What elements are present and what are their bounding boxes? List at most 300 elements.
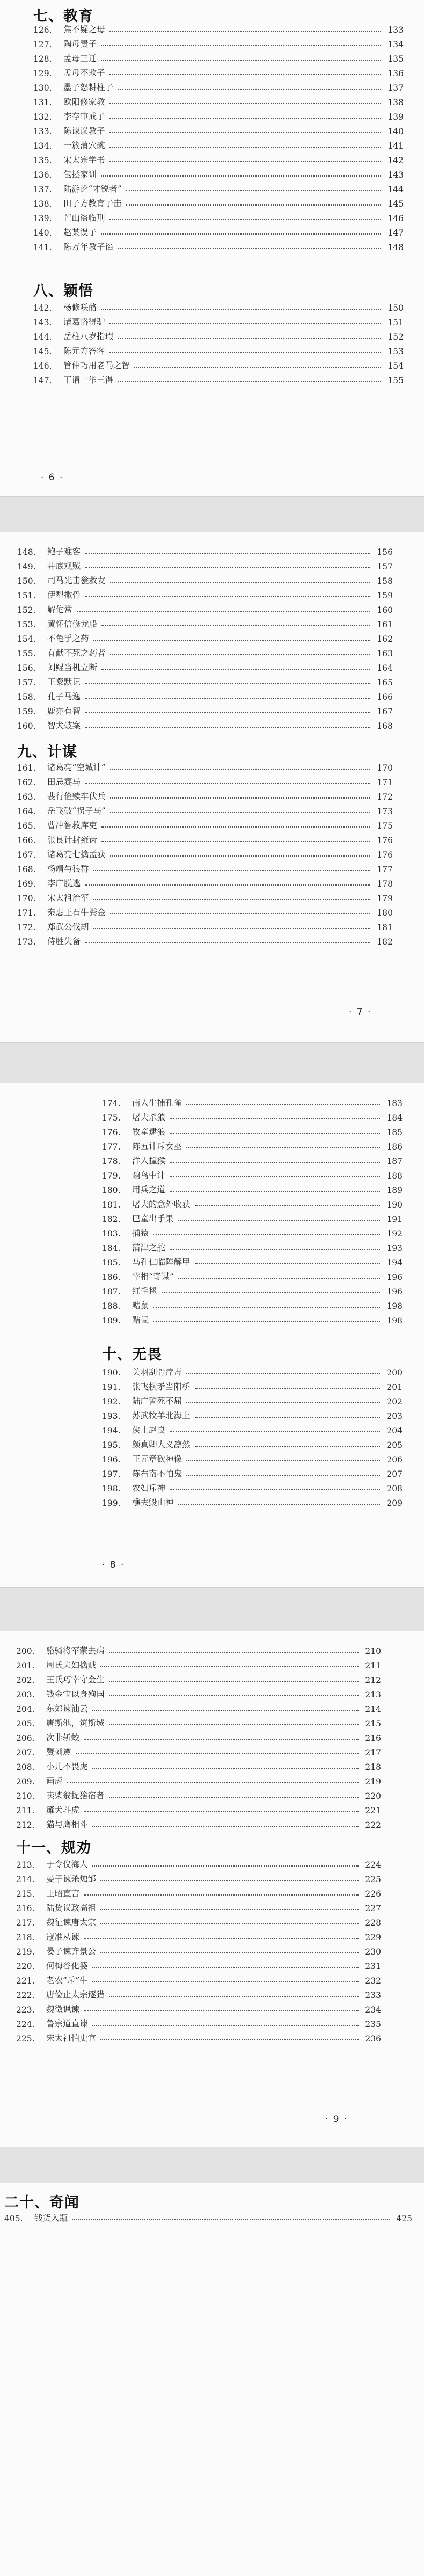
page-number: · 8 · [102,1560,125,1570]
entry-page-number: 134 [388,40,404,49]
entry-list [102,1363,403,1508]
toc-entry [102,1137,403,1152]
entry-title: 秦惠王石牛粪金 [47,908,106,917]
entry-page-number: 140 [388,127,404,136]
entry-title: 陈谏议教子 [63,126,105,136]
dot-leader [110,913,370,914]
dot-leader [84,2010,359,2011]
entry-page-number: 176 [377,850,393,860]
entry-page-number: 234 [365,2005,381,2015]
toc-entry [17,831,393,845]
entry-number: 199. [102,1498,121,1508]
dot-leader [100,1923,359,1924]
entry-number: 161. [17,763,36,773]
dot-leader [170,1489,380,1490]
entry-page-number: 160 [377,605,393,615]
entry-number: 128. [33,54,52,64]
entry-title: 小儿不畏虎 [46,1762,88,1772]
dot-leader [195,1417,380,1418]
entry-number: 220. [16,1962,35,1971]
entry-title: 晏子谏杀烛邹 [46,1874,97,1884]
dot-leader [84,1739,359,1740]
entry-number: 165. [17,821,36,831]
entry-title: 田忌赛马 [47,777,81,787]
toc-entry [16,1986,381,2000]
toc-entry [102,1166,403,1181]
dot-leader [101,175,381,177]
entry-page-number: 150 [388,303,404,313]
entry-title: 孟母三迁 [63,54,97,63]
entry-number: 160. [17,721,36,731]
entry-title: 宋太祖治军 [47,893,89,903]
dot-leader [170,1176,380,1177]
dot-leader [109,219,381,220]
entry-title: 不龟手之药 [47,634,89,643]
entry-list [33,298,404,385]
toc-entry [16,1870,381,1884]
entry-number: 212. [16,1820,35,1830]
toc-entry [16,1685,381,1700]
dot-leader [76,1753,359,1754]
entry-title: 赞刘遵 [46,1747,71,1757]
entry-number: 190. [102,1368,121,1378]
entry-number: 172. [17,923,36,932]
toc-entry [102,1108,403,1123]
entry-page-number: 209 [386,1498,403,1508]
toc-entry [17,644,393,658]
entry-page-number: 201 [386,1382,403,1392]
toc-entry [17,860,393,874]
toc-entry [33,180,404,194]
toc-entry [16,1772,381,1787]
entry-page-number: 171 [377,778,393,787]
entry-number: 194. [102,1426,121,1436]
entry-number: 201. [16,1661,35,1671]
entry-number: 210. [16,1791,35,1801]
entry-page-number: 136 [388,69,404,78]
entry-title: 刘鲲当机立断 [47,663,98,672]
dot-leader [110,797,370,799]
toc-entry [17,630,393,644]
toc-entry [33,298,404,313]
entry-number: 166. [17,836,36,845]
entry-title: 侠士赵良 [132,1425,166,1435]
entry-title: 魏徵讽谏 [46,2004,80,2014]
dot-leader [92,1826,359,1827]
entry-title: 欧阳修家教 [63,97,105,107]
entry-page-number: 145 [388,199,404,209]
entry-number: 144. [33,332,52,342]
entry-title: 有献不死之药者 [47,648,106,658]
entry-page-number: 153 [388,347,404,356]
entry-page-number: 163 [377,649,393,658]
entry-number: 141. [33,243,52,252]
entry-page-number: 186 [386,1142,403,1152]
toc-entry [16,2029,381,2044]
dot-leader [110,582,370,583]
entry-page-number: 165 [377,678,393,687]
toc-entry [102,1253,403,1268]
dot-leader [109,161,381,162]
entry-title: 陈五计斥女巫 [132,1141,182,1151]
toc-entry [102,1282,403,1297]
entry-page-number: 193 [386,1243,403,1253]
entry-title: 诸葛恪得驴 [63,317,105,327]
toc-entry [33,313,404,327]
entry-page-number: 232 [365,1976,381,1986]
entry-number: 211. [16,1806,35,1816]
section-title-insight: 八、颖悟 [33,283,93,299]
toc-entry [33,78,404,93]
entry-title: 陈元方答客 [63,346,105,356]
entry-number: 203. [16,1690,35,1700]
toc-entry [102,1210,403,1224]
dot-leader [170,1249,380,1250]
entry-number: 170. [17,894,36,903]
entry-title: 李存审戒子 [63,112,105,121]
toc-entry [17,702,393,716]
dot-leader [195,1446,380,1447]
entry-title: 杨靖与狼群 [47,864,89,874]
entry-number: 129. [33,69,52,78]
toc-entry [17,932,393,947]
entry-title: 王昭直言 [46,1889,80,1898]
entry-list [17,758,393,947]
entry-page-number: 210 [365,1646,381,1656]
entry-title: 裴行俭赎车伏兵 [47,792,106,801]
dot-leader [186,1475,380,1476]
toc-entry [16,1913,381,1928]
dot-leader [109,147,381,148]
entry-number: 134. [33,141,52,151]
entry-number: 136. [33,170,52,180]
dot-leader [100,1909,359,1910]
entry-title: 苏武牧羊北海上 [132,1411,191,1421]
entry-number: 206. [16,1733,35,1743]
entry-page-number: 148 [388,243,404,252]
entry-page-number: 133 [388,25,404,35]
dot-leader [134,367,381,368]
entry-page-number: 202 [386,1397,403,1407]
dot-leader [85,567,370,568]
entry-page-number: 168 [377,721,393,731]
dot-leader [153,1321,380,1322]
entry-number: 200. [16,1646,35,1656]
entry-number: 214. [16,1875,35,1884]
entry-title: 岳飞破“拐子马” [47,806,106,816]
entry-page-number: 231 [365,1962,381,1971]
dot-leader [93,870,370,871]
entry-page-number: 172 [377,792,393,802]
entry-number: 151. [17,591,36,601]
toc-entry [102,1407,403,1421]
entry-number: 149. [17,562,36,572]
entry-number: 146. [33,361,52,371]
toc-entry [102,1363,403,1378]
entry-number: 217. [16,1918,35,1928]
toc-entry [16,1855,381,1870]
dot-leader [118,248,381,249]
entry-title: 钱货入瓶 [34,2213,68,2223]
toc-entry [17,773,393,787]
entry-page-number: 194 [386,1258,403,1268]
dot-leader [92,1865,359,1867]
toc-entry [33,194,404,209]
dot-leader [118,381,381,382]
entry-title: 岳柱八岁指瑕 [63,332,114,341]
entry-number: 221. [16,1976,35,1986]
entry-page-number: 157 [377,562,393,572]
entry-page-number: 219 [365,1777,381,1787]
entry-number: 130. [33,83,52,93]
entry-number: 209. [16,1777,35,1787]
entry-title: 巴童出手果 [132,1214,174,1224]
entry-number: 164. [17,807,36,816]
entry-title: 丁谓一举三得 [63,375,114,385]
toc-entry [102,1421,403,1436]
entry-title: 马孔仁临阵解甲 [132,1257,191,1267]
entry-number: 187. [102,1287,121,1297]
entry-number: 202. [16,1675,35,1685]
dot-leader [110,855,370,857]
page-number: · 7 · [349,1007,372,1018]
dot-leader [67,1782,359,1783]
entry-page-number: 137 [388,83,404,93]
entry-title: 猫与鹰相斗 [46,1820,88,1829]
toc-entry [33,107,404,122]
toc-entry [16,1971,381,1986]
toc-entry [33,122,404,136]
entry-title: 宰相“奇谋” [132,1272,174,1282]
entry-title: 颜真卿大义凛然 [132,1440,191,1450]
toc-entry [102,1224,403,1239]
dot-leader [92,1981,359,1982]
dot-leader [118,338,381,339]
dot-leader [109,103,381,104]
entry-number: 155. [17,649,36,658]
toc-entry [16,1884,381,1899]
entry-number: 162. [17,778,36,787]
dot-leader [195,1263,380,1264]
toc-entry [102,1378,403,1392]
entry-number: 193. [102,1411,121,1421]
entry-number: 177. [102,1142,121,1152]
entry-title: 鹿亦有智 [47,706,81,716]
entry-page-number: 213 [365,1690,381,1700]
entry-number: 205. [16,1719,35,1729]
toc-entry [33,238,404,252]
toc-entry [33,93,404,107]
dot-leader [84,1894,359,1896]
entry-title: 何梅谷化婆 [46,1961,88,1971]
entry-number: 154. [17,634,36,644]
toc-entry [16,1671,381,1685]
section-title-oddities: 二十、奇闻 [4,2194,79,2211]
entry-number: 405. [4,2214,23,2223]
entry-number: 173. [17,937,36,947]
entry-title: 伊犁撒骨 [47,590,81,600]
entry-page-number: 162 [377,634,393,644]
entry-number: 148. [17,547,36,557]
toc-entry [33,371,404,385]
entry-list [4,2209,412,2223]
entry-page-number: 185 [386,1128,403,1137]
entry-list [102,1094,403,1326]
entry-page-number: 227 [365,1904,381,1913]
entry-title: 牧童逮狼 [132,1127,166,1137]
entry-title: 唐俭止太宗逐猎 [46,1990,105,2000]
entry-title: 黠鼠 [132,1301,149,1311]
entry-number: 126. [33,25,52,35]
dot-leader [85,884,370,885]
toc-entry [102,1297,403,1311]
entry-number: 176. [102,1128,121,1137]
toc-entry [16,2015,381,2029]
entry-number: 181. [102,1200,121,1210]
entry-number: 196. [102,1455,121,1465]
entry-number: 158. [17,692,36,702]
entry-page-number: 178 [377,879,393,889]
section-title-admonition: 十一、规劝 [16,1840,91,1856]
page-gap [0,1042,424,1084]
dot-leader [101,625,370,626]
entry-title: 宋太宗学书 [63,155,105,165]
toc-entry [33,165,404,180]
entry-title: 杨修咲酪 [63,303,97,312]
entry-title: 赵某误子 [63,228,97,237]
entry-page-number: 144 [388,185,404,194]
entry-page-number: 198 [386,1301,403,1311]
entry-page-number: 196 [386,1287,403,1297]
toc-entry [33,136,404,151]
toc-entry [102,1268,403,1282]
entry-title: 解佗常 [47,605,72,614]
dot-leader [195,1388,380,1389]
entry-number: 142. [33,303,52,313]
dot-leader [100,1952,359,1953]
entry-title: 陈右南不怕鬼 [132,1469,182,1479]
toc-entry [102,1311,403,1326]
toc-entry [102,1465,403,1479]
toc-entry [16,1729,381,1743]
dot-leader [109,323,381,324]
entry-number: 222. [16,1990,35,2000]
dot-leader [186,1402,380,1403]
entry-page-number: 176 [377,836,393,845]
entry-title: 鲍子难客 [47,547,81,557]
entry-title: 智犬破案 [47,721,81,730]
entry-page-number: 184 [386,1113,403,1123]
entry-page-number: 206 [386,1455,403,1465]
dot-leader [186,1147,380,1148]
entry-number: 159. [17,707,36,716]
section-title-fearless: 十、无畏 [102,1346,162,1363]
entry-page-number: 229 [365,1933,381,1942]
entry-number: 213. [16,1860,35,1870]
toc-entry [17,586,393,601]
entry-title: 包拯家训 [63,170,97,179]
entry-page-number: 230 [365,1947,381,1957]
entry-title: 寇准从谏 [46,1932,80,1942]
entry-title: 陆贽议政高祖 [46,1903,97,1913]
entry-title: 郑武公伐胡 [47,922,89,932]
dot-leader [85,712,370,713]
entry-page-number: 221 [365,1806,381,1816]
entry-number: 183. [102,1229,121,1239]
section-title-education: 七、教育 [33,8,93,25]
entry-title: 黄怀信修龙船 [47,619,98,629]
entry-page-number: 135 [388,54,404,64]
entry-title: 陆广誓死不屈 [132,1396,182,1406]
entry-title: 孔子马逸 [47,692,81,701]
dot-leader [92,1768,359,1769]
entry-number: 198. [102,1484,121,1494]
toc-entry [17,557,393,572]
entry-title: 陶母责子 [63,39,97,49]
entry-number: 189. [102,1316,121,1326]
entry-page-number: 235 [365,2019,381,2029]
entry-number: 182. [102,1214,121,1224]
dot-leader [170,1133,380,1134]
entry-title: 田子方教育子击 [63,199,122,208]
entry-title: 黠鼠 [132,1315,149,1325]
entry-page-number: 139 [388,112,404,122]
entry-title: 南人生捕孔雀 [132,1098,182,1108]
toc-entry [17,673,393,687]
toc-entry [16,1801,381,1816]
entry-page-number: 211 [365,1661,381,1671]
entry-title: 王氏巧宰守金生 [46,1675,105,1685]
dot-leader [101,309,381,310]
page-gap [0,2147,424,2184]
toc-entry [17,787,393,802]
dot-leader [85,596,370,597]
dot-leader [170,1162,380,1163]
toc-entry [16,1928,381,1942]
dot-leader [186,1373,380,1374]
dot-leader [170,1191,380,1192]
entry-number: 163. [17,792,36,802]
entry-number: 138. [33,199,52,209]
dot-leader [72,2219,390,2220]
dot-leader [85,698,370,699]
entry-title: 陈万年教子谄 [63,242,114,252]
entry-page-number: 204 [386,1426,403,1436]
dot-leader [109,74,381,75]
entry-title: 鲁宗道直谏 [46,2019,88,2029]
dot-leader [109,1797,359,1798]
entry-number: 180. [102,1185,121,1195]
entry-number: 152. [17,605,36,615]
entry-page-number: 236 [365,2034,381,2044]
entry-number: 216. [16,1904,35,1913]
entry-number: 139. [33,214,52,223]
toc-entry [102,1392,403,1407]
entry-title: 捕猿 [132,1228,149,1238]
entry-title: 侍胜失备 [47,936,81,946]
entry-page-number: 146 [388,214,404,223]
entry-number: 147. [33,376,52,385]
toc-entry [16,1787,381,1801]
dot-leader [109,132,381,133]
toc-page-6 [0,0,424,496]
dot-leader [110,654,370,655]
entry-title: 焦不疑之母 [63,25,105,34]
entry-title: 唐斯池，筑斯城 [46,1718,105,1728]
dot-leader [109,31,381,32]
entry-number: 225. [16,2034,35,2044]
entry-page-number: 147 [388,228,404,238]
